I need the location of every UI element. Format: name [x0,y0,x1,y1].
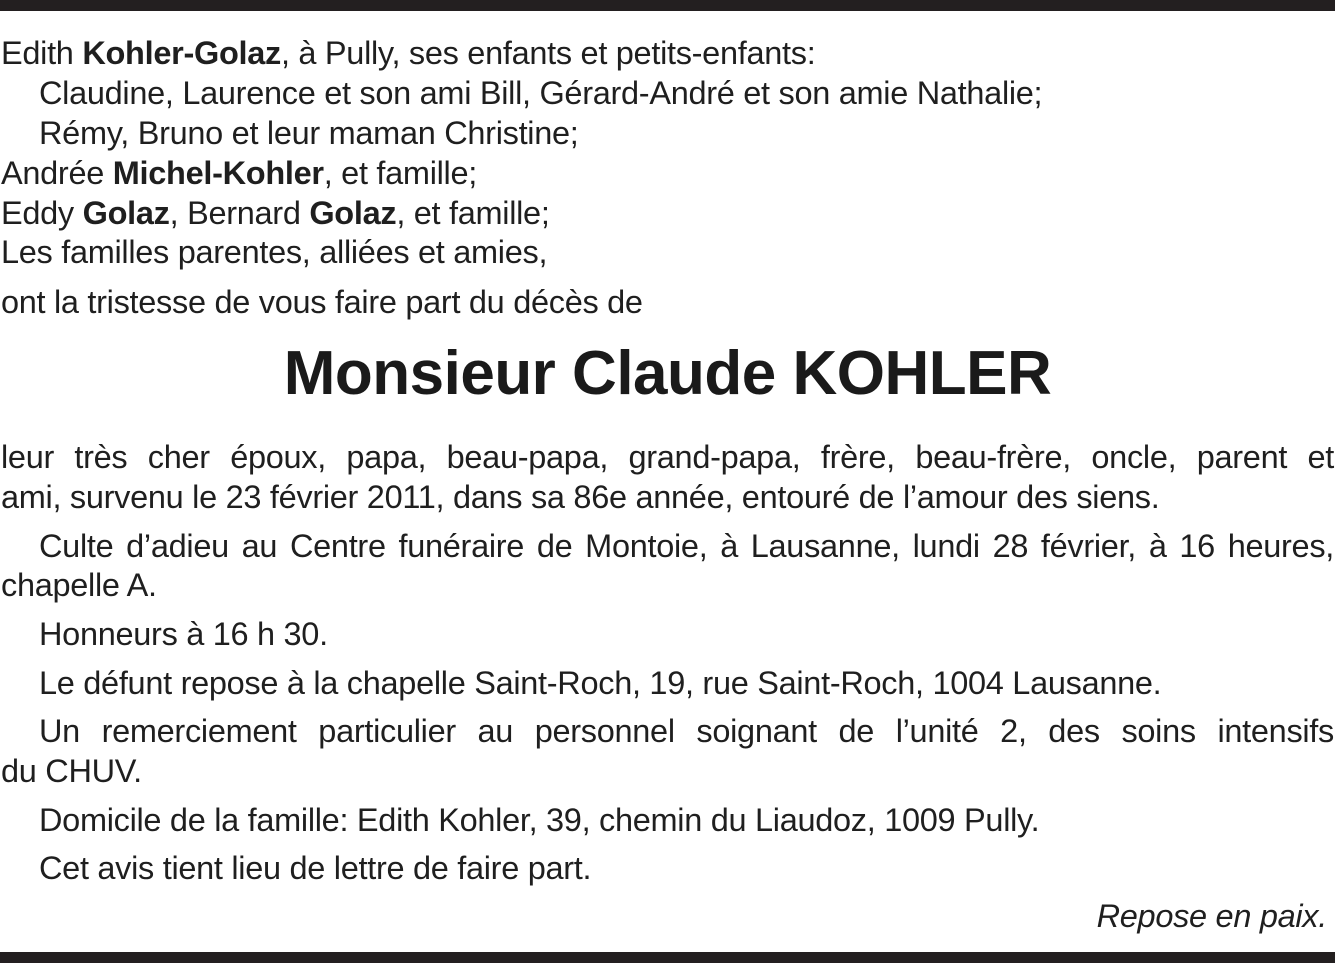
thanks-line-1: Un remerciement particulier au personnel soignant de l’unité 2, des soins intensifs [39,713,1334,749]
family-line-4-surname: Michel-Kohler [112,155,324,191]
honors-text: Honneurs à 16 h 30. [39,616,328,652]
family-line-6: Les familles parentes, alliées et amies, [1,234,548,270]
family-line-4-prefix: Andrée [1,155,113,191]
relation-line-2: ami, survenu le 23 février 2011, dans sa 86e année, entouré de l’amour des siens. [1,479,1160,515]
family-line-5-prefix: Eddy [1,195,83,231]
family-line-5-surname-2: Golaz [309,195,397,231]
closing-text: Repose en paix. [1096,898,1327,934]
announcement-text: ont la tristesse de vous faire part du décès de [1,284,643,320]
top-border-rule [0,0,1335,11]
family-line-4-suffix: , et famille; [323,155,477,191]
family-line-1-surname: Kohler-Golaz [82,35,281,71]
family-line-5 [1,193,1334,233]
family-line-1 [1,33,1334,73]
relation-line-1: leur très cher époux, papa, beau-papa, grand-papa, frère, beau-frère, oncle, parent et [1,439,1334,475]
thanks-line-2: du CHUV. [1,753,142,789]
family-line-5-middle: , Bernard [169,195,310,231]
ceremony-line-1: Culte d’adieu au Centre funéraire de Montoie, à Lausanne, lundi 28 février, à 16 heures, [39,528,1334,564]
family-line-1-prefix: Edith [1,35,83,71]
family-line-5-suffix: , et famille; [396,195,550,231]
family-line-2: Claudine, Laurence et son ami Bill, Gérard-André et son amie Nathalie; [39,75,1043,111]
rests-text: Le défunt repose à la chapelle Saint-Roch, 19, rue Saint-Roch, 1004 Lausanne. [39,665,1162,701]
family-line-1-suffix: , à Pully, ses enfants et petits-enfants: [280,35,816,71]
ceremony-line-2: chapelle A. [1,567,157,603]
family-line-5-surname-1: Golaz [82,195,170,231]
domicile-text: Domicile de la famille: Edith Kohler, 39, chemin du Liaudoz, 1009 Pully. [39,802,1040,838]
notice-text: Cet avis tient lieu de lettre de faire part. [39,850,592,886]
bottom-border-rule [0,952,1335,963]
family-line-4 [1,153,1334,193]
family-line-3: Rémy, Bruno et leur maman Christine; [39,115,579,151]
deceased-name-heading: Monsieur Claude KOHLER [283,339,1052,408]
